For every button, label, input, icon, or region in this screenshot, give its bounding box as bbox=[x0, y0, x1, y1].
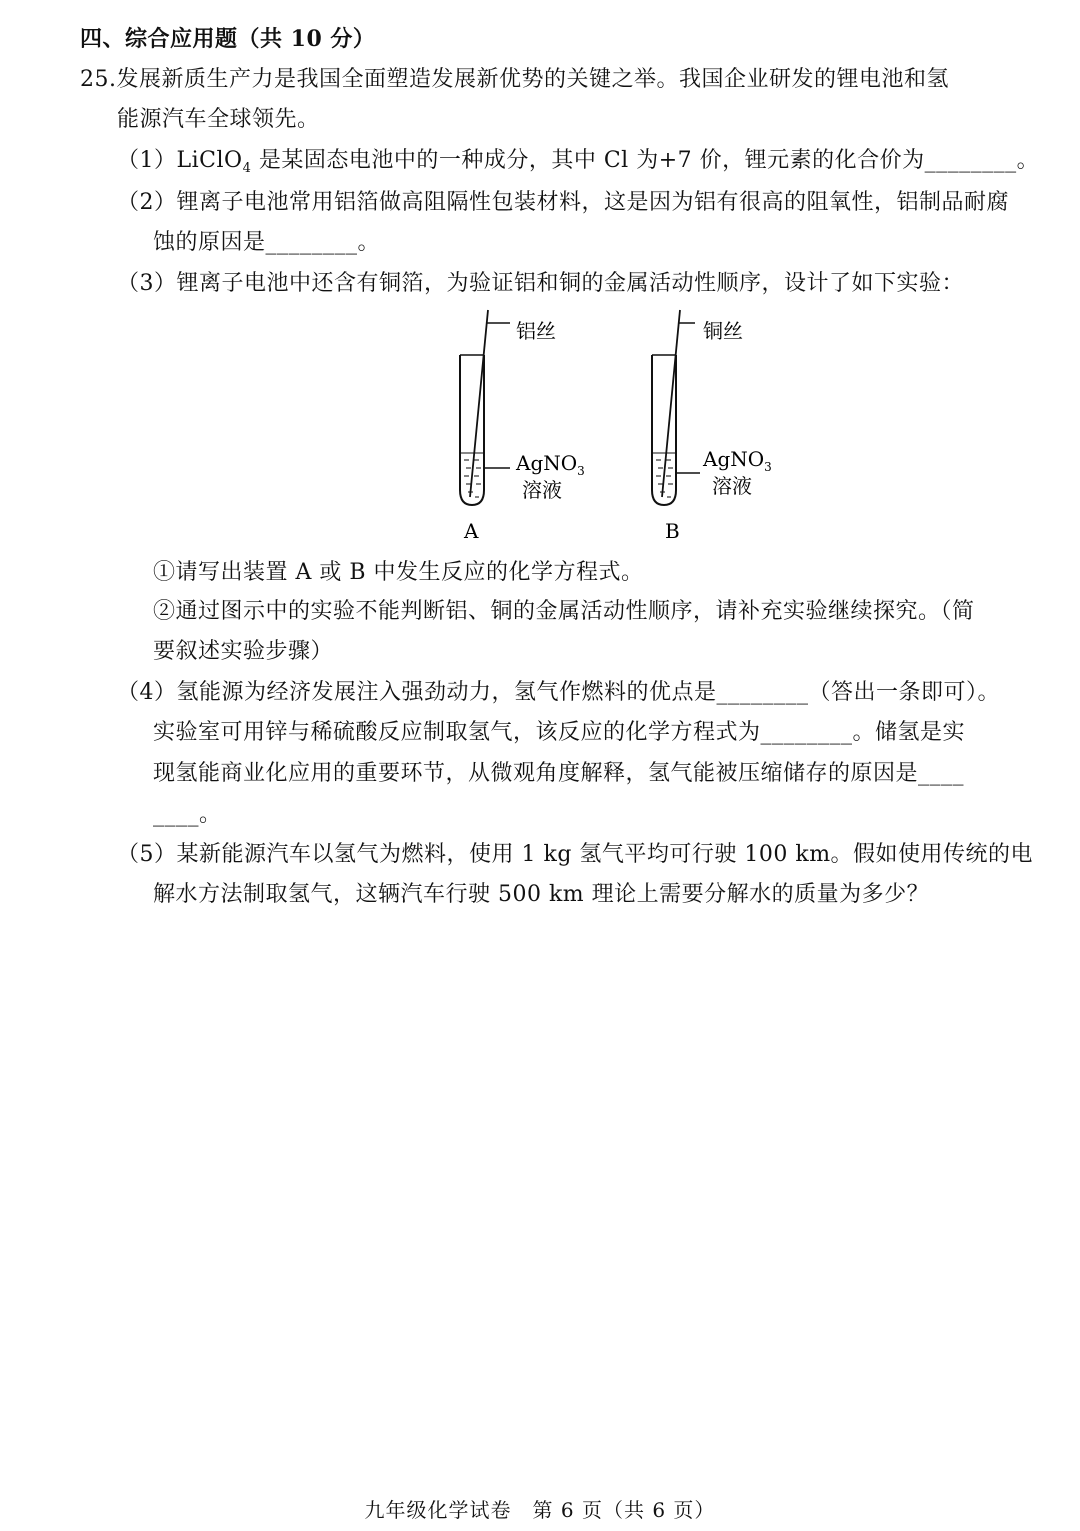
q25-part5-line1: （5）某新能源汽车以氢气为燃料，使用 1 kg 氢气平均可行驶 100 km。假如使用传统的电 bbox=[117, 842, 1034, 867]
test-tube-a bbox=[460, 310, 510, 505]
solution-a-subscript: 3 bbox=[577, 464, 585, 478]
q25-part1 bbox=[117, 146, 1039, 179]
wire-label-a: 铝丝 bbox=[516, 319, 556, 343]
q25-part4-line4: ____。 bbox=[153, 802, 222, 827]
q25-part3-sub2-line2: 要叙述实验步骤） bbox=[153, 639, 334, 664]
part1-post: 是某固态电池中的一种成分，其中 Cl 为+7 价，锂元素的化合价为________。 bbox=[251, 148, 1040, 173]
solution-label-a bbox=[515, 451, 585, 478]
q25-part5-line2: 解水方法制取氢气，这辆汽车行驶 500 km 理论上需要分解水的质量为多少？ bbox=[153, 882, 930, 907]
solution-label-b bbox=[702, 447, 772, 474]
experiment-figure bbox=[430, 305, 790, 545]
tube-tag-a: A bbox=[464, 519, 479, 543]
section-title: 四、综合应用题（共 10 分） bbox=[80, 26, 376, 52]
solution-b-formula: AgNO bbox=[703, 447, 765, 471]
q25-part2-line1: （2）锂离子电池常用铝箔做高阻隔性包装材料，这是因为铝有很高的阻氧性，铝制品耐腐 bbox=[117, 190, 1010, 215]
q25-part4-line1: （4）氢能源为经济发展注入强劲动力，氢气作燃料的优点是________（答出一条即可）。 bbox=[117, 680, 1000, 705]
part1-subscript: 4 bbox=[242, 161, 252, 176]
q25-part2-line2: 蚀的原因是________。 bbox=[153, 230, 381, 255]
q25-part4-line3: 现氢能商业化应用的重要环节，从微观角度解释，氢气能被压缩储存的原因是____ bbox=[153, 761, 965, 786]
tube-tag-b: B bbox=[665, 519, 680, 543]
part1-pre: （1）LiClO bbox=[117, 148, 243, 173]
page-footer: 九年级化学试卷 第 6 页（共 6 页） bbox=[364, 1498, 716, 1522]
test-tube-b bbox=[652, 310, 700, 505]
solution-a-formula: AgNO bbox=[516, 451, 578, 475]
q25-part3: （3）锂离子电池中还含有铜箔，为验证铝和铜的金属活动性顺序，设计了如下实验： bbox=[117, 271, 964, 296]
solution-name-a: 溶液 bbox=[522, 478, 562, 502]
q25-stem-line1: 25.发展新质生产力是我国全面塑造发展新优势的关键之举。我国企业研发的锂电池和氢 bbox=[80, 67, 949, 92]
q25-stem-line2: 能源汽车全球领先。 bbox=[117, 107, 320, 132]
solution-b-subscript: 3 bbox=[764, 460, 772, 474]
wire-label-b: 铜丝 bbox=[703, 319, 743, 343]
q25-part4-line2: 实验室可用锌与稀硫酸反应制取氢气，该反应的化学方程式为________。储氢是实 bbox=[153, 720, 966, 745]
q25-part3-sub1: ①请写出装置 A 或 B 中发生反应的化学方程式。 bbox=[153, 560, 644, 585]
q25-part3-sub2-line1: ②通过图示中的实验不能判断铝、铜的金属活动性顺序，请补充实验继续探究。（简 bbox=[153, 599, 975, 624]
solution-name-b: 溶液 bbox=[712, 474, 752, 498]
